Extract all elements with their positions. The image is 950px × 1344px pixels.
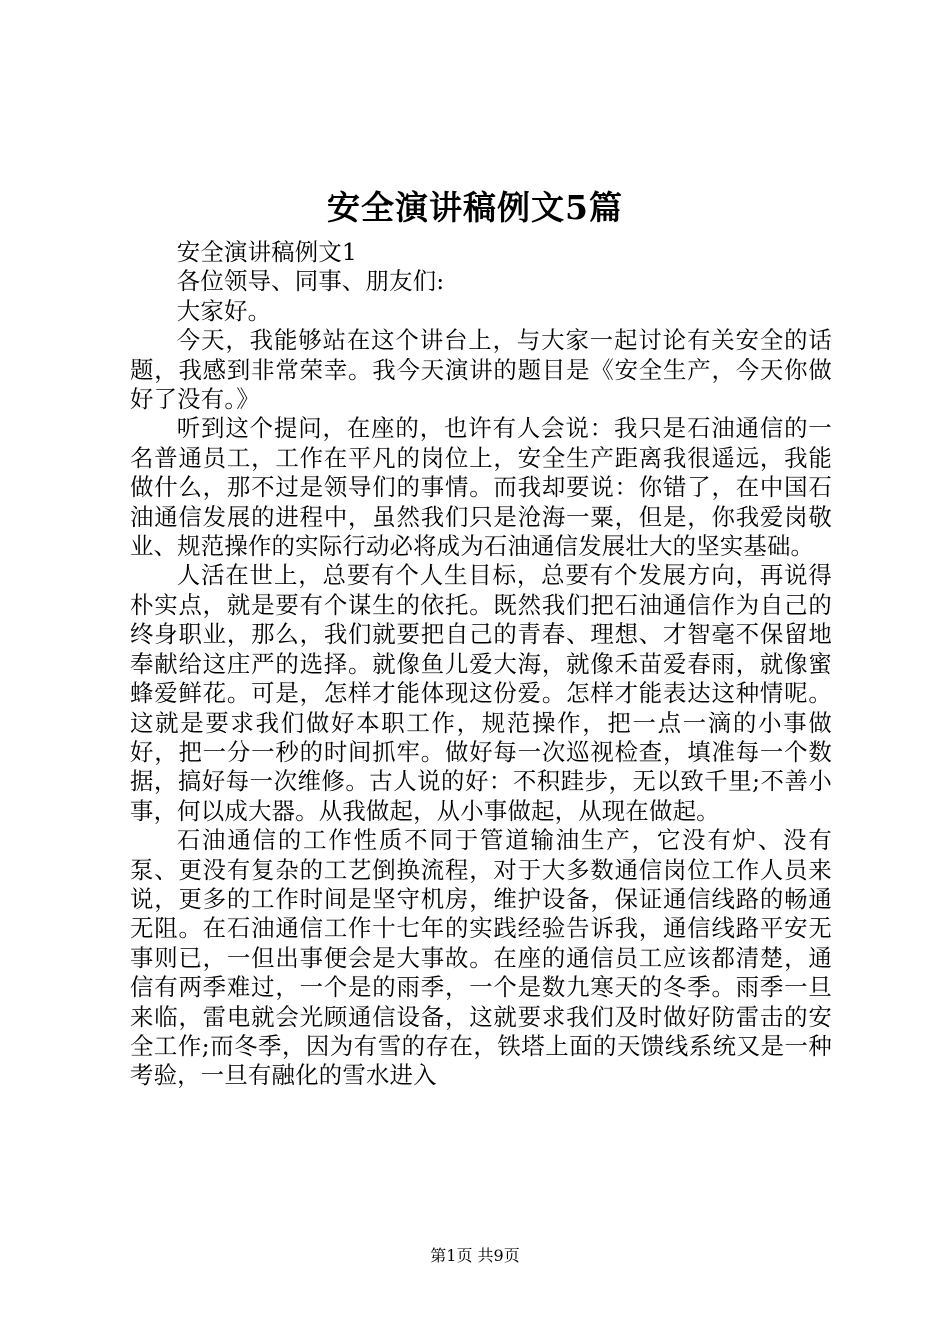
salutation: 各位领导、同事、朋友们: [176,267,445,296]
greeting: 大家好。 [176,296,272,325]
body-paragraph: 人活在世上，总要有个人生目标，总要有个发展方向，再说得朴实点，就是要有个谋生的依托。既然我们把石油通信作为自己的终身职业，那么，我们就要把自己的青春、理想、才智毫不保留地奉献给这庄严的选择。就像鱼儿爱大海，就像禾苗爱春雨，就像蜜蜂爱鲜花。可是，怎样才能体现这份爱。怎样才能表达这种情呢。这就是要求我们做好本职工作，规范操作，把一点一滴的小事做好，把一分一秒的时间抓牢。做好每一次巡视检查，填准每一个数据，搞好每一次维修。古人说的好：不积跬步，无以致千里;不善小事，何以成大器。从我做起，从小事做起，从现在做起。 [130,561,832,825]
section-heading: 安全演讲稿例文1 [176,238,358,266]
body-paragraph: 听到这个提问，在座的，也许有人会说：我只是石油通信的一名普通员工，工作在平凡的岗位上，安全生产距离我很遥远，我能做什么，那不过是领导们的事情。而我却要说：你错了，在中国石油通信发展的进程中，虽然我们只是沧海一粟，但是，你我爱岗敬业、规范操作的实际行动必将成为石油通信发展壮大的坚实基础。 [130,414,832,561]
document-title: 安全演讲稿例文5篇 [327,188,623,227]
body-paragraph: 今天，我能够站在这个讲台上，与大家一起讨论有关安全的话题，我感到非常荣幸。我今天演讲的题目是《安全生产，今天你做好了没有。》 [130,326,832,414]
document-body [130,238,832,1091]
page-footer: 第1页 共9页 [430,1246,520,1265]
body-paragraph: 石油通信的工作性质不同于管道输油生产，它没有炉、没有泵、更没有复杂的工艺倒换流程，对于大多数通信岗位工作人员来说，更多的工作时间是坚守机房，维护设备，保证通信线路的畅通无阻。在石油通信工作十七年的实践经验告诉我，通信线路平安无事则已，一但出事便会是大事故。在座的通信员工应该都清楚，通信有两季难过，一个是的雨季，一个是数九寒天的冬季。雨季一旦来临，雷电就会光顾通信设备，这就要求我们及时做好防雷击的安全工作;而冬季，因为有雪的存在，铁塔上面的天馈线系统又是一种考验，一旦有融化的雪水进入 [130,826,832,1090]
